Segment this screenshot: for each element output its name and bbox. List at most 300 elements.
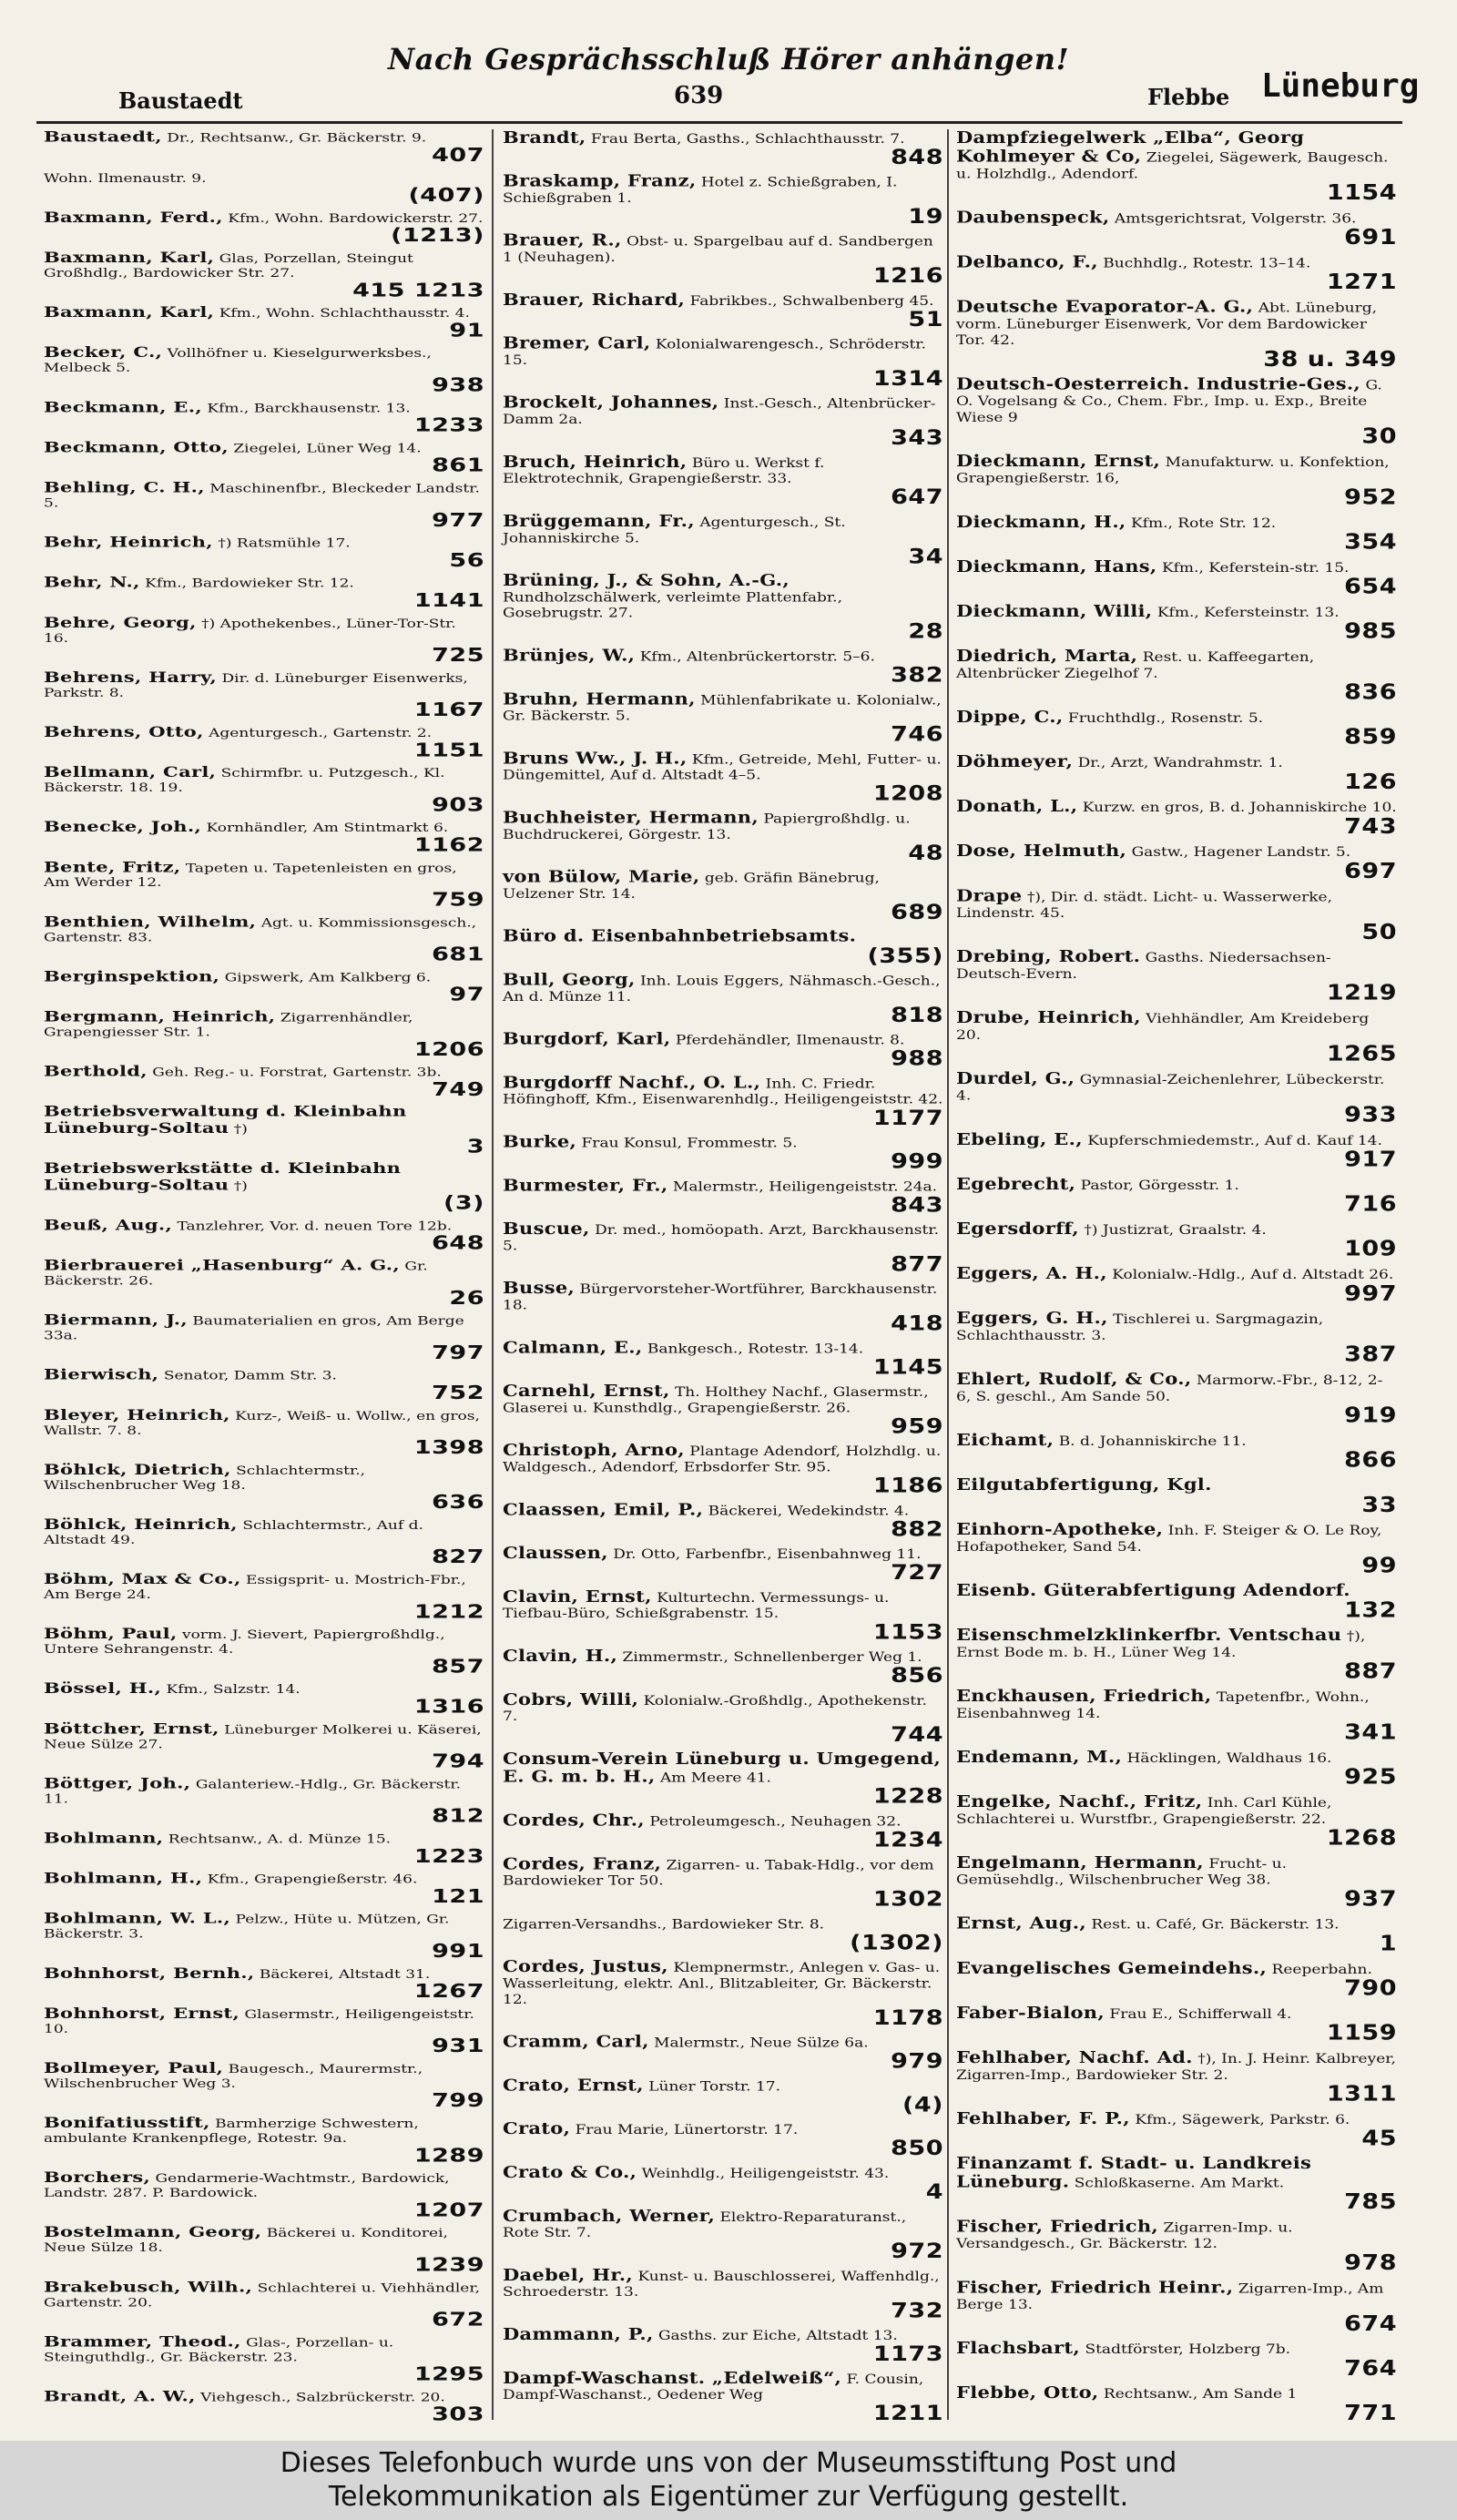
directory-entry: [956, 2107, 1402, 2151]
column-1: [44, 129, 490, 2429]
directory-entry: [503, 1031, 949, 1070]
footer-line-2: Telekommunikation als Eigentümer zur Verfügung gestellt.: [328, 2481, 1129, 2513]
entry-details: Viehhändler, Am Kreideberg 20.: [956, 1011, 1370, 1044]
directory-entry: [44, 1462, 490, 1513]
entry-phone: 109: [1344, 1237, 1397, 1261]
entry-phone: 931: [432, 2035, 484, 2057]
entry-details: Weinhdlg., Heiligengeiststr. 43.: [641, 2166, 890, 2182]
entry-phone: 850: [891, 2137, 943, 2161]
entry-details: Gr. Bäckerstr. 26.: [44, 1260, 428, 1289]
directory-entry: [503, 807, 949, 865]
entry-details: Zigarren- u. Tabak-Hdlg., vor dem Bardowieker Tor 50.: [503, 1857, 934, 1889]
directory-entry: [503, 1855, 949, 1910]
entry-phone: 121: [432, 1885, 484, 1908]
entry-details: Viehgesch., Salzbrückerstr. 20.: [200, 2391, 445, 2405]
entry-details: Zimmermstr., Schnellenberger Weg 1.: [622, 1649, 922, 1666]
directory-entry: [503, 1750, 949, 1808]
entry-name: Burke,: [503, 1131, 577, 1151]
entry-details: Kfm., Altenbrückertorstr. 5–6.: [639, 649, 875, 665]
entry-details: Zigarren-Imp., Am Berge 13.: [956, 2280, 1384, 2313]
entry-details: Bäckerei, Wedekindstr. 4.: [708, 1503, 910, 1519]
directory-entry: [503, 1545, 949, 1584]
entry-details: Kfm., Grapengießerstr. 46.: [207, 1872, 418, 1887]
entry-name: Bierwisch,: [44, 1365, 159, 1383]
entry-name: Deutsch-Oesterreich. Industrie-Ges.,: [956, 373, 1361, 393]
entry-phone: 1295: [413, 2363, 484, 2385]
footer-line-1: Dieses Telefonbuch wurde uns von der Museumsstiftung Post und: [280, 2447, 1177, 2479]
entry-name: Drebing, Robert.: [956, 946, 1141, 966]
entry-name: Baustaedt,: [44, 128, 162, 146]
entry-phone: 1398: [413, 1436, 484, 1459]
directory-entry: [44, 1776, 490, 1827]
entry-phone: 697: [1344, 859, 1397, 883]
directory-entry: [503, 928, 949, 967]
entry-name: Benecke, Joh.,: [44, 817, 202, 835]
entry-phone: 45: [1361, 2127, 1397, 2151]
entry-name: Dampf-Waschanst. „Edelweiß“,: [503, 2368, 842, 2387]
entry-phone: (1302): [850, 1931, 943, 1955]
entry-name: Faber-Bialon,: [956, 2002, 1105, 2023]
directory-entry: [503, 2164, 949, 2203]
entry-phone: 818: [891, 1004, 943, 1027]
entry-details: Rechtsanw., Am Sande 1: [1103, 2386, 1298, 2403]
entry-name: Cordes, Justus,: [503, 1956, 668, 1976]
entry-details: Buchhdlg., Rotestr. 13–14.: [1103, 255, 1311, 271]
header-city: Lüneburg: [1261, 67, 1420, 105]
entry-phone: 843: [891, 1193, 943, 1218]
entry-details: Zigarrenhändler, Grapengiesser Str. 1.: [44, 1011, 413, 1040]
entry-name: Baxmann, Ferd.,: [44, 208, 223, 226]
entry-phone: 938: [432, 374, 484, 396]
entry-phone: (407): [408, 184, 484, 207]
entry-phone: 919: [1344, 1403, 1397, 1428]
entry-phone: 1153: [872, 1620, 943, 1645]
entry-details: †) Justizrat, Graalstr. 4.: [1084, 1222, 1267, 1239]
directory-entry: [956, 511, 1402, 555]
entry-phone: 418: [891, 1311, 943, 1336]
entry-details: Bürgervorsteher-Wortführer, Barckhausenstr. 18.: [503, 1281, 938, 1313]
entry-details: Rechtsanw., A. d. Münze 15.: [168, 1832, 392, 1847]
directory-entry: [503, 690, 949, 745]
entry-name: Buscue,: [503, 1219, 590, 1239]
entry-phone: 785: [1344, 2189, 1397, 2214]
directory-entry: [503, 1588, 949, 1643]
entry-details: Lüner Torstr. 17.: [648, 2079, 781, 2095]
entry-name: Durdel, G.,: [956, 1068, 1075, 1088]
entry-phone: 1302: [872, 1887, 943, 1912]
directory-entry: [44, 2060, 490, 2111]
entry-details: †), Dir. d. städt. Licht- u. Wasserwerke, Lindenstr. 45.: [956, 889, 1333, 922]
entry-phone: 861: [432, 454, 484, 477]
entry-details: Rest. u. Kaffeegarten, Altenbrücker Ziegelhof 7.: [956, 649, 1315, 682]
entry-name: Beckmann, Otto,: [44, 438, 229, 456]
entry-details: Kfm., Barckhausenstr. 13.: [207, 401, 411, 416]
directory-entry: [44, 669, 490, 720]
entry-details: Kfm., Sägewerk, Parkstr. 6.: [1135, 2112, 1350, 2128]
entry-phone: 959: [891, 1414, 943, 1439]
entry-details: †), In. J. Heinr. Kalbreyer, Zigarren-Imp., Bardowieker Str. 2.: [956, 2051, 1396, 2084]
directory-entry: [44, 1009, 490, 1060]
entry-name: Crumbach, Werner,: [503, 2206, 716, 2225]
entry-name: Behre, Georg,: [44, 613, 197, 631]
entry-phone: 827: [432, 1546, 484, 1568]
entry-name: Brandt,: [503, 128, 586, 147]
entry-details: Agenturgesch., Gartenstr. 2.: [209, 726, 433, 740]
entry-phone: 689: [891, 901, 943, 924]
directory-entry: [956, 1746, 1402, 1790]
entry-phone: 1311: [1326, 2082, 1397, 2107]
entry-name: Bonifatiusstift,: [44, 2113, 210, 2131]
entry-details: Tapetenfbr., Wohn., Eisenbahnweg 14.: [956, 1689, 1370, 1722]
entry-phone: 34: [908, 545, 943, 569]
directory-entry: [956, 1582, 1402, 1622]
entry-details: Rundholzschälwerk, verleimte Plattenfabr., Gosebrugstr. 27.: [503, 589, 842, 621]
entry-phone: 977: [432, 509, 484, 532]
entry-name: Böhlck, Dietrich,: [44, 1460, 231, 1478]
directory-entry: [503, 969, 949, 1027]
entry-phone: 752: [432, 1382, 484, 1404]
entry-phone: 654: [1344, 575, 1397, 599]
entry-name: Diedrich, Marta,: [956, 646, 1138, 666]
entry-details: †): [233, 1178, 248, 1194]
directory-entry: [503, 869, 949, 923]
entry-details: Kornhändler, Am Stintmarkt 6.: [206, 821, 449, 835]
entry-name: Böttcher, Ernst,: [44, 1719, 219, 1738]
entry-name: Christoph, Arno,: [503, 1440, 685, 1460]
entry-phone: 749: [432, 1078, 484, 1101]
entry-details: Ziegelei, Sägewerk, Baugesch. u. Holzhdlg., Adendorf.: [956, 149, 1389, 182]
entry-phone: 1208: [872, 781, 943, 806]
entry-details: Dr. med., homöopath. Arzt, Barckhausenstr. 5.: [503, 1222, 939, 1254]
entry-phone: 978: [1344, 2250, 1397, 2275]
directory-entry: [956, 1432, 1402, 1472]
entry-name: Daebel, Hr.,: [503, 2265, 634, 2284]
entry-details: Reeperbahn.: [1271, 1962, 1372, 1978]
directory-entry: [44, 169, 490, 206]
directory-entry: [44, 1831, 490, 1867]
entry-phone: 99: [1361, 1554, 1397, 1578]
entry-phone: 3: [466, 1136, 484, 1158]
directory-entry: [44, 1965, 490, 2002]
entry-name: Bleyer, Heinrich,: [44, 1405, 230, 1423]
entry-name: Bohnhorst, Ernst,: [44, 2004, 240, 2022]
entry-details: Zigarren-Imp. u. Versandgesch., Gr. Bäckerstr. 12.: [956, 2219, 1293, 2252]
entry-name: Fehlhaber, F. P.,: [956, 2107, 1130, 2128]
entry-phone: 91: [449, 320, 484, 342]
entry-name: Dose, Helmuth,: [956, 841, 1127, 861]
entry-details: B. d. Johanniskirche 11.: [1058, 1433, 1247, 1450]
entry-phone: 877: [891, 1252, 943, 1277]
entry-name: Bollmeyer, Paul,: [44, 2058, 224, 2076]
entry-details: Kolonialw.-Hdlg., Auf d. Altstadt 26.: [1112, 1267, 1394, 1283]
entry-name: Crato & Co.,: [503, 2162, 637, 2182]
directory-entry: [44, 480, 490, 531]
entry-details: Kfm., Salzstr. 14.: [166, 1682, 301, 1698]
entry-details: Pferdehändler, Ilmenaustr. 8.: [675, 1033, 905, 1048]
entry-phone: 1316: [413, 1696, 484, 1718]
directory-entry: [44, 209, 490, 246]
entry-name: Buchheister, Hermann,: [503, 807, 759, 827]
directory-entry: [956, 2218, 1402, 2274]
entry-name: Brakebusch, Wilh.,: [44, 2278, 253, 2296]
entry-name: Bössel, H.,: [44, 1678, 162, 1698]
entry-details: Kfm., Keferstein-str. 15.: [1161, 560, 1350, 576]
entry-phone: 790: [1344, 1976, 1397, 2001]
directory-entry: [44, 2169, 490, 2220]
directory-entry: [956, 753, 1402, 793]
entry-phone: 674: [1344, 2311, 1397, 2336]
entry-name: Egebrecht,: [956, 1174, 1076, 1194]
entry-name: Böhm, Max & Co.,: [44, 1569, 241, 1587]
directory-entry: [503, 1131, 949, 1174]
entry-name: Engelmann, Hermann,: [956, 1852, 1204, 1872]
entry-name: Drube, Heinrich,: [956, 1007, 1141, 1027]
entry-name: Finanzamt f. Stadt- u. Landkreis Lüneburg.: [956, 2153, 1312, 2191]
directory-entry: [956, 1476, 1402, 1516]
entry-phone: 1271: [1326, 270, 1397, 295]
entry-name: Engelke, Nachf., Fritz,: [956, 1791, 1203, 1811]
entry-name: Brüning, J., & Sohn, A.-G.,: [503, 570, 790, 590]
entry-details: Plantage Adendorf, Holzhdlg. u. Waldgesch., Adendorf, Erbsdorfer Str. 95.: [503, 1444, 942, 1475]
entry-details: F. Cousin, Dampf-Waschanst., Oedener Weg: [503, 2372, 924, 2403]
entry-details: Bankgesch., Rotestr. 13-14.: [647, 1341, 864, 1357]
entry-phone: 1162: [413, 834, 484, 856]
entry-phone: 857: [432, 1656, 484, 1678]
entry-details: Schirmfbr. u. Putzgesch., Kl. Bäckerstr. 18. 19.: [44, 766, 445, 795]
directory-entry: [956, 1957, 1402, 2001]
entry-details: Dr., Arzt, Wandrahmstr. 1.: [1077, 755, 1283, 771]
directory-entry: [503, 1382, 949, 1437]
entry-details: Vollhöfner u. Kieselgurwerksbes., Melbeck 5.: [44, 346, 432, 375]
entry-phone: 681: [432, 944, 484, 965]
entry-name: Daubenspeck,: [956, 207, 1110, 227]
entry-details: †), Ernst Bode m. b. H., Lüner Weg 14.: [956, 1628, 1366, 1661]
entry-name: Endemann, M.,: [956, 1746, 1123, 1767]
directory-entry: [956, 1854, 1402, 1911]
directory-entry: [503, 1072, 949, 1130]
entry-name: Ernst, Aug.,: [956, 1913, 1086, 1933]
directory-entry: [44, 615, 490, 666]
entry-details: Gasths. Niedersachsen-Deutsch-Evern.: [956, 950, 1331, 983]
entry-phone: 794: [432, 1750, 484, 1772]
entry-details: geb. Gräfin Bänebrug, Uelzener Str. 14.: [503, 871, 880, 902]
entry-phone: 1151: [413, 740, 484, 761]
directory-entry: [956, 1371, 1402, 1427]
entry-name: Brockelt, Johannes,: [503, 393, 719, 412]
directory-entry: [503, 394, 949, 449]
entry-details: Kfm., Bardowieker Str. 12.: [145, 576, 354, 591]
entry-details: Frau Marie, Lünertorstr. 17.: [575, 2122, 799, 2138]
directory-entry: [503, 173, 949, 228]
directory-entry: [44, 1064, 490, 1100]
entry-details: Maschinenfbr., Bleckeder Landstr. 5.: [44, 482, 480, 511]
directory-entry: [503, 232, 949, 287]
entry-name: Böttger, Joh.,: [44, 1774, 191, 1792]
entry-name: Crato,: [503, 2118, 571, 2138]
entry-phone: 33: [1361, 1493, 1397, 1517]
directory-entry: [956, 558, 1402, 598]
header-rule: [36, 121, 1402, 124]
directory-entry: [44, 819, 490, 855]
entry-phone: 672: [432, 2309, 484, 2331]
entry-name: Flachsbart,: [956, 2338, 1081, 2358]
entry-phone: (3): [443, 1192, 484, 1214]
entry-phone: 382: [891, 663, 943, 688]
entry-name: Baxmann, Karl,: [44, 248, 215, 266]
entry-name: Burgdorff Nachf., O. L.,: [503, 1072, 761, 1092]
directory-entry: [956, 1265, 1402, 1305]
entry-name: Betriebswerkstätte d. Kleinbahn Lüneburg-Soltau: [44, 1158, 402, 1194]
entry-phone: 1239: [413, 2254, 484, 2276]
entry-name: Borchers,: [44, 2168, 151, 2186]
directory-entry: [44, 2222, 490, 2276]
entry-name: Brünjes, W.,: [503, 645, 636, 665]
entry-phone: 997: [1344, 1281, 1397, 1306]
directory-entry: [956, 2340, 1402, 2380]
entry-name: Döhmeyer,: [956, 751, 1074, 771]
directory-entry: [956, 887, 1402, 944]
entry-phone: 354: [1344, 530, 1397, 555]
entry-details: Kfm., Getreide, Mehl, Futter- u. Düngemittel, Auf d. Altstadt 4–5.: [503, 752, 942, 783]
entry-details: Agenturgesch., St. Johanniskirche 5.: [503, 515, 846, 546]
directory-entry: [503, 454, 949, 508]
entry-phone: 1234: [872, 1828, 943, 1852]
directory-entry: [44, 1160, 490, 1213]
directory-entry: [503, 291, 949, 331]
entry-details: Inh. F. Steiger & O. Le Roy, Hofapotheker, Sand 54.: [956, 1523, 1382, 1556]
entry-phone: 903: [432, 794, 484, 816]
entry-details: Gasths. zur Eiche, Altstadt 13.: [657, 2328, 898, 2344]
entry-details: †) Apothekenbes., Lüner-Tor-Str. 16.: [44, 617, 456, 646]
entry-details: Manufakturw. u. Konfektion, Grapengießerstr. 16,: [956, 454, 1390, 486]
entry-name: Eisenschmelzklinkerfbr. Ventschau: [956, 1625, 1342, 1645]
entry-phone: 1207: [413, 2199, 484, 2221]
entry-name: Eilgutabfertigung, Kgl.: [956, 1474, 1212, 1495]
directory-entry: [956, 842, 1402, 883]
entry-name: Becker, C.,: [44, 342, 163, 362]
column-2: [503, 129, 949, 2429]
entry-name: Drape: [956, 885, 1023, 905]
directory-entry: [956, 1310, 1402, 1366]
directory-entry: [503, 1501, 949, 1540]
entry-name: Eisenb. Güterabfertigung Adendorf.: [956, 1580, 1350, 1600]
entry-name: Fischer, Friedrich Heinr.,: [956, 2277, 1234, 2297]
entry-phone: 1233: [413, 414, 484, 436]
entry-details: Petroleumgesch., Neuhagen 32.: [649, 1814, 902, 1830]
entry-phone: (355): [867, 944, 943, 968]
entry-details: Dr., Rechtsanw., Gr. Bäckerstr. 9.: [167, 131, 427, 146]
entry-name: Bruhn, Hermann,: [503, 689, 696, 709]
entry-name: Burmester, Fr.,: [503, 1175, 668, 1195]
entry-name: Bohlmann,: [44, 1829, 164, 1847]
entry-name: Dieckmann, H.,: [956, 511, 1126, 532]
entry-details: Wohn. Ilmenaustr. 9.: [44, 171, 207, 186]
entry-details: Häcklingen, Waldhaus 16.: [1126, 1750, 1332, 1767]
entry-name: Einhorn-Apotheke,: [956, 1519, 1164, 1539]
entry-details: Glas, Porzellan, Steingut Großhdlg., Bardowicker Str. 27.: [44, 251, 413, 281]
directory-entry: [956, 1521, 1402, 1577]
directory-entry: [956, 375, 1402, 448]
directory-entry: [44, 1407, 490, 1458]
entry-phone: 933: [1344, 1103, 1397, 1127]
entry-name: Bierbrauerei „Hasenburg“ A. G.,: [44, 1256, 400, 1274]
entry-phone: 797: [432, 1342, 484, 1364]
entry-phone: 1268: [1326, 1826, 1397, 1851]
entry-name: Brandt, A. W.,: [44, 2387, 196, 2405]
entry-phone: 407: [432, 144, 484, 167]
entry-phone: 19: [908, 205, 943, 229]
entry-details: Frau Berta, Gasths., Schlachthausstr. 7.: [590, 131, 905, 147]
entry-phone: 999: [891, 1149, 943, 1174]
entry-phone: 1154: [1326, 180, 1397, 205]
entry-phone: 1178: [872, 2006, 943, 2030]
directory-entry: [503, 1958, 949, 2028]
entry-name: Brauer, Richard,: [503, 290, 686, 309]
banner-notice: Nach Gesprächsschluß Hörer anhängen!: [387, 42, 1070, 77]
entry-phone: 991: [432, 1940, 484, 1963]
entry-phone: 1141: [413, 589, 484, 612]
entry-phone: 26: [449, 1287, 484, 1310]
directory-entry: [44, 1367, 490, 1403]
directory-entry: [44, 724, 490, 760]
directory-entry: [956, 1793, 1402, 1850]
entry-name: Egersdorff,: [956, 1219, 1079, 1239]
entry-phone: 341: [1344, 1720, 1397, 1745]
entry-phone: 859: [1344, 725, 1397, 750]
directory-entry: [503, 572, 949, 642]
entry-name: Evangelisches Gemeindehs.,: [956, 1957, 1268, 1978]
page-number: 639: [674, 82, 724, 109]
entry-phone: 917: [1344, 1148, 1397, 1172]
entry-details: vorm. J. Sievert, Papiergroßhdlg., Untere Sehrangenstr. 4.: [44, 1627, 445, 1657]
entry-name: Claassen, Emil, P.,: [503, 1499, 704, 1519]
entry-details: Glasermstr., Heiligengeiststr. 10.: [44, 2007, 474, 2036]
entry-name: Böhm, Paul,: [44, 1624, 178, 1642]
entry-phone: 764: [1344, 2356, 1397, 2381]
directory-entry: [44, 2389, 490, 2425]
entry-details: Abt. Lüneburg, vorm. Lüneburger Eisenwerk, Vor dem Bardowicker Tor. 42.: [956, 300, 1377, 349]
entry-details: Marmorw.-Fbr., 8-12, 2-6, S. geschl., Am Sande 50.: [956, 1372, 1383, 1405]
directory-entry: [503, 2077, 949, 2117]
entry-name: Brauer, R.,: [503, 230, 622, 250]
directory-entry: [44, 1218, 490, 1254]
entry-phone: 979: [891, 2049, 943, 2074]
entry-phone: 38 u. 349: [1263, 347, 1397, 372]
entry-details: Agt. u. Kommissionsgesch., Gartenstr. 83.: [44, 915, 477, 945]
entry-details: Th. Holthey Nachf., Glasermstr., Glaserei u. Kunsthdlg., Grapengießerstr. 26.: [503, 1384, 929, 1416]
entry-details: Frucht- u. Gemüsehdlg., Wilschenbrucher Weg 38.: [956, 1856, 1288, 1888]
entry-name: Crato, Ernst,: [503, 2075, 644, 2095]
entry-phone: (1213): [391, 224, 484, 247]
entry-name: Carnehl, Ernst,: [503, 1381, 670, 1401]
directory-entry: [956, 129, 1402, 204]
entry-details: Schlachtermstr., Auf d. Altstadt 49.: [44, 1518, 423, 1547]
entry-details: Rest. u. Café, Gr. Bäckerstr. 13.: [1091, 1917, 1340, 1933]
directory-entry: [503, 513, 949, 567]
directory-entry: [956, 1176, 1402, 1216]
entry-phone: 30: [1361, 424, 1397, 449]
directory-entry: [503, 2034, 949, 2073]
entry-name: Biermann, J.,: [44, 1311, 188, 1329]
entry-details: Geh. Reg.- u. Forstrat, Gartenstr. 3b.: [152, 1066, 442, 1080]
directory-entry: [503, 1648, 949, 1687]
entry-phone: 691: [1344, 225, 1397, 250]
entry-name: Dippe, C.,: [956, 707, 1064, 727]
directory-entry: [956, 450, 1402, 510]
entry-details: Barmherzige Schwestern, ambulante Krankenpflege, Rotestr. 9a.: [44, 2117, 419, 2146]
directory-entry: [44, 1258, 490, 1309]
directory-entry: [503, 2370, 949, 2424]
